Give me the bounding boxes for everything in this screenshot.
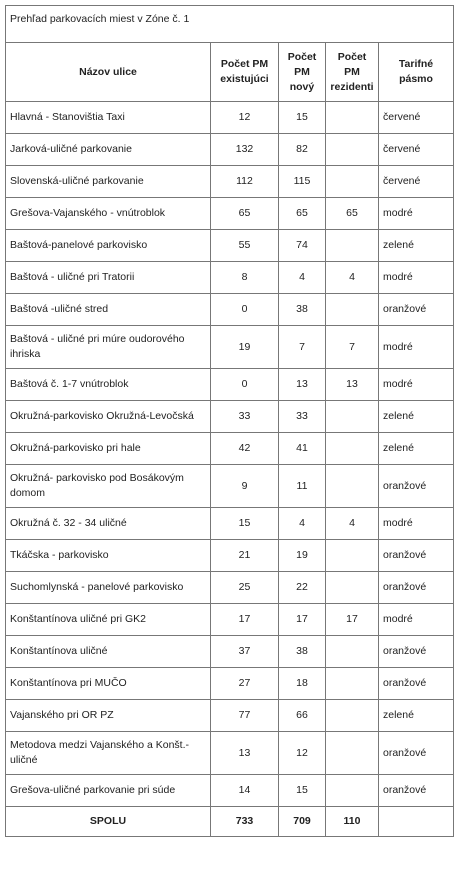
cell-existing: 33	[211, 401, 279, 433]
total-new: 709	[279, 807, 326, 837]
table-row	[6, 572, 454, 604]
cell-zone: oranžové	[379, 732, 454, 775]
cell-residents	[326, 572, 379, 604]
cell-street: Suchomlynská - panelové parkovisko	[6, 572, 211, 604]
cell-street: Grešova-uličné parkovanie pri súde	[6, 775, 211, 807]
cell-residents: 7	[326, 326, 379, 369]
cell-street: Baštová - uličné pri múre oudorového ihriska	[6, 326, 211, 369]
cell-new: 22	[279, 572, 326, 604]
cell-residents	[326, 732, 379, 775]
cell-residents: 13	[326, 369, 379, 401]
cell-zone: modré	[379, 604, 454, 636]
cell-existing: 25	[211, 572, 279, 604]
cell-residents	[326, 134, 379, 166]
cell-street: Okružná- parkovisko pod Bosákovým domom	[6, 465, 211, 508]
cell-street: Okružná-parkovisko Okružná-Levočská	[6, 401, 211, 433]
table-row	[6, 636, 454, 668]
cell-zone: zelené	[379, 433, 454, 465]
table-row	[6, 198, 454, 230]
cell-new: 41	[279, 433, 326, 465]
cell-existing: 37	[211, 636, 279, 668]
total-row	[6, 807, 454, 837]
cell-residents	[326, 401, 379, 433]
cell-zone: oranžové	[379, 540, 454, 572]
cell-zone: oranžové	[379, 572, 454, 604]
table-row	[6, 732, 454, 775]
cell-zone: červené	[379, 134, 454, 166]
cell-residents	[326, 230, 379, 262]
cell-new: 4	[279, 508, 326, 540]
cell-street: Konštantínova uličné	[6, 636, 211, 668]
cell-street: Hlavná - Stanovištia Taxi	[6, 102, 211, 134]
cell-zone: modré	[379, 508, 454, 540]
cell-existing: 77	[211, 700, 279, 732]
header-zone: Tarifné pásmo	[379, 43, 454, 102]
cell-residents: 65	[326, 198, 379, 230]
cell-existing: 0	[211, 294, 279, 326]
cell-existing: 17	[211, 604, 279, 636]
total-zone	[379, 807, 454, 837]
table-row	[6, 230, 454, 262]
cell-zone: modré	[379, 326, 454, 369]
cell-street: Baštová-panelové parkovisko	[6, 230, 211, 262]
cell-zone: oranžové	[379, 636, 454, 668]
table-title: Prehľad parkovacích miest v Zóne č. 1	[6, 6, 454, 43]
cell-residents	[326, 433, 379, 465]
cell-existing: 27	[211, 668, 279, 700]
cell-zone: červené	[379, 166, 454, 198]
parking-overview-table	[5, 5, 454, 837]
table-row	[6, 134, 454, 166]
table-row	[6, 465, 454, 508]
table-row	[6, 775, 454, 807]
cell-new: 19	[279, 540, 326, 572]
cell-new: 38	[279, 636, 326, 668]
cell-new: 38	[279, 294, 326, 326]
cell-residents	[326, 294, 379, 326]
cell-residents	[326, 166, 379, 198]
cell-street: Baštová č. 1-7 vnútroblok	[6, 369, 211, 401]
cell-existing: 21	[211, 540, 279, 572]
cell-existing: 15	[211, 508, 279, 540]
cell-zone: modré	[379, 369, 454, 401]
cell-existing: 12	[211, 102, 279, 134]
cell-residents: 4	[326, 508, 379, 540]
table-row	[6, 369, 454, 401]
cell-existing: 112	[211, 166, 279, 198]
cell-residents	[326, 102, 379, 134]
header-street: Názov ulice	[6, 43, 211, 102]
total-label: SPOLU	[6, 807, 211, 837]
cell-zone: oranžové	[379, 668, 454, 700]
cell-street: Baštová -uličné stred	[6, 294, 211, 326]
table-row	[6, 102, 454, 134]
header-existing: Počet PM existujúci	[211, 43, 279, 102]
cell-zone: zelené	[379, 700, 454, 732]
cell-residents	[326, 668, 379, 700]
total-existing: 733	[211, 807, 279, 837]
table-row	[6, 668, 454, 700]
cell-zone: červené	[379, 102, 454, 134]
cell-street: Slovenská-uličné parkovanie	[6, 166, 211, 198]
table-row	[6, 166, 454, 198]
cell-street: Baštová - uličné pri Tratorii	[6, 262, 211, 294]
cell-new: 15	[279, 102, 326, 134]
cell-residents	[326, 636, 379, 668]
table-row	[6, 326, 454, 369]
cell-zone: modré	[379, 262, 454, 294]
cell-new: 4	[279, 262, 326, 294]
cell-residents: 4	[326, 262, 379, 294]
cell-new: 13	[279, 369, 326, 401]
cell-existing: 13	[211, 732, 279, 775]
cell-zone: modré	[379, 198, 454, 230]
cell-new: 17	[279, 604, 326, 636]
cell-existing: 8	[211, 262, 279, 294]
table-row	[6, 540, 454, 572]
cell-street: Okružná-parkovisko pri hale	[6, 433, 211, 465]
cell-new: 33	[279, 401, 326, 433]
table-row	[6, 262, 454, 294]
header-row	[6, 43, 454, 102]
parking-table-wrapper	[5, 5, 454, 837]
cell-new: 65	[279, 198, 326, 230]
cell-zone: oranžové	[379, 465, 454, 508]
cell-street: Konštantínova uličné pri GK2	[6, 604, 211, 636]
cell-street: Metodova medzi Vajanského a Konšt.-uličné	[6, 732, 211, 775]
cell-new: 11	[279, 465, 326, 508]
header-residents: Počet PM rezidenti	[326, 43, 379, 102]
cell-street: Grešova-Vajanského - vnútroblok	[6, 198, 211, 230]
cell-new: 115	[279, 166, 326, 198]
cell-residents	[326, 700, 379, 732]
cell-existing: 65	[211, 198, 279, 230]
cell-zone: zelené	[379, 230, 454, 262]
table-row	[6, 604, 454, 636]
cell-existing: 9	[211, 465, 279, 508]
cell-existing: 0	[211, 369, 279, 401]
table-row	[6, 508, 454, 540]
cell-new: 7	[279, 326, 326, 369]
total-residents: 110	[326, 807, 379, 837]
cell-new: 82	[279, 134, 326, 166]
cell-street: Jarková-uličné parkovanie	[6, 134, 211, 166]
cell-zone: zelené	[379, 401, 454, 433]
cell-residents	[326, 775, 379, 807]
cell-existing: 14	[211, 775, 279, 807]
cell-street: Okružná č. 32 - 34 uličné	[6, 508, 211, 540]
cell-new: 15	[279, 775, 326, 807]
cell-residents	[326, 540, 379, 572]
cell-street: Konštantínova pri MUČO	[6, 668, 211, 700]
table-row	[6, 401, 454, 433]
cell-zone: oranžové	[379, 775, 454, 807]
cell-new: 66	[279, 700, 326, 732]
cell-existing: 132	[211, 134, 279, 166]
cell-existing: 55	[211, 230, 279, 262]
cell-zone: oranžové	[379, 294, 454, 326]
cell-new: 18	[279, 668, 326, 700]
table-row	[6, 294, 454, 326]
cell-residents	[326, 465, 379, 508]
cell-new: 74	[279, 230, 326, 262]
table-row	[6, 700, 454, 732]
header-new: Počet PM nový	[279, 43, 326, 102]
cell-street: Vajanského pri OR PZ	[6, 700, 211, 732]
cell-existing: 42	[211, 433, 279, 465]
cell-residents: 17	[326, 604, 379, 636]
cell-existing: 19	[211, 326, 279, 369]
cell-new: 12	[279, 732, 326, 775]
cell-street: Tkáčska - parkovisko	[6, 540, 211, 572]
table-row	[6, 433, 454, 465]
